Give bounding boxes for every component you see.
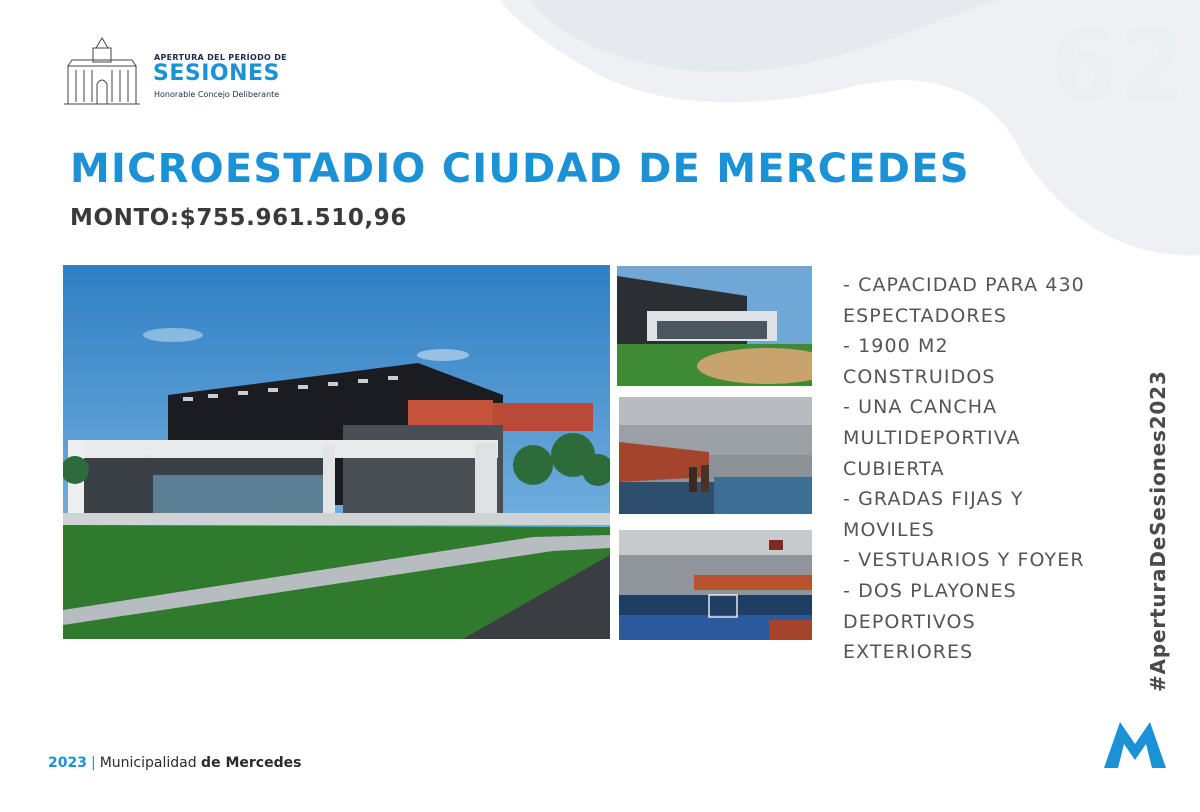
- logo-line-1: APERTURA DEL PERÍODO DE: [154, 53, 287, 62]
- features-list: [843, 270, 1103, 668]
- feature-line: - 1900 M2 CONSTRUIDOS: [843, 335, 996, 388]
- feature-line: - UNA CANCHA: [843, 396, 998, 419]
- logo-title: SESIONES: [153, 61, 280, 86]
- footer-separator: |: [90, 755, 96, 771]
- feature-line: - GRADAS FIJAS Y: [843, 488, 1024, 511]
- feature-line: MULTIDEPORTIVA: [843, 426, 1021, 449]
- sesiones-logo: [62, 36, 287, 108]
- feature-line: - DOS PLAYONES: [843, 579, 1017, 602]
- feature-line: - CAPACIDAD PARA 430: [843, 274, 1085, 296]
- building-icon: [62, 36, 142, 108]
- stadium-aerial-render: [617, 266, 812, 386]
- page-title: MICROESTADIO CIUDAD DE MERCEDES: [70, 146, 970, 192]
- feature-line: MOVILES: [843, 518, 935, 541]
- amount-text: MONTO:$755.961.510,96: [70, 205, 407, 231]
- feature-line: ESPECTADORES: [843, 304, 1007, 327]
- hashtag-vertical: #AperturaDeSesiones2023: [1146, 370, 1170, 692]
- footer: [48, 755, 301, 771]
- feature-line: DEPORTIVOS: [843, 610, 976, 633]
- footer-year: 2023: [48, 755, 87, 771]
- feature-line: CUBIERTA: [843, 457, 945, 480]
- mercedes-m-logo-icon: [1104, 722, 1166, 768]
- stadium-exterior-render: [63, 265, 610, 639]
- stadium-interior-render-2: [619, 530, 812, 640]
- feature-line: - VESTUARIOS Y FOYER: [843, 549, 1085, 572]
- feature-line: EXTERIORES: [843, 641, 974, 664]
- footer-text: Municipalidad: [99, 755, 197, 771]
- logo-subtitle: Honorable Concejo Deliberante: [154, 90, 280, 99]
- footer-text-bold: de Mercedes: [201, 755, 302, 771]
- stadium-interior-render-1: [619, 397, 812, 514]
- slide-number: 62: [1050, 10, 1188, 122]
